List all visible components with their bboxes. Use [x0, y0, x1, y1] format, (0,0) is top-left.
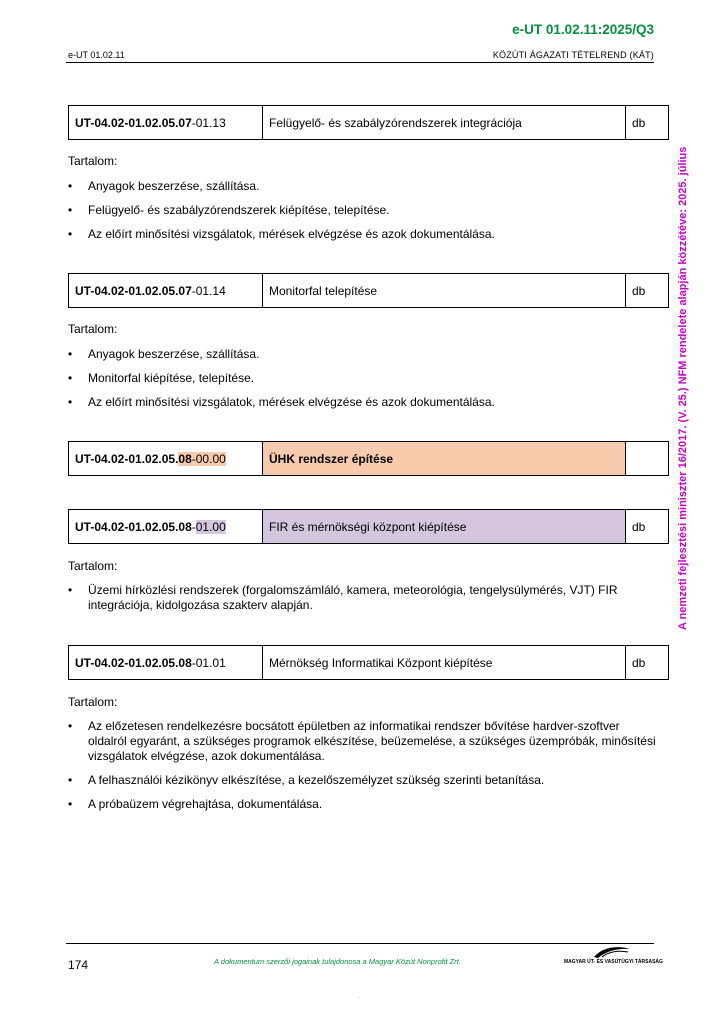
header-divider	[66, 62, 654, 63]
header-right: KÖZÚTI ÁGAZATI TÉTELREND (KÁT)	[492, 50, 654, 60]
item-name: ÜHK rendszer építése	[263, 442, 626, 475]
doc-code: e-UT 01.02.11:2025/Q3	[512, 22, 654, 37]
item-name: FIR és mérnökségi központ kiépítése	[263, 510, 626, 543]
bullet-list	[68, 179, 658, 251]
side-note: A nemzeti fejlesztési miniszter 16/2017. (V. 25.) NFM rendelete alapján közzétéve: 2025. július	[677, 146, 689, 630]
list-item: • Az előírt minősítési vizsgálatok, mérések elvégzése és azok dokumentálása.	[68, 395, 658, 410]
item-name: Mérnökség Informatikai Központ kiépítése	[263, 646, 626, 679]
content-label: Tartalom:	[68, 559, 118, 573]
list-item: • A felhasználói kézikönyv elkészítése, a kezelőszemélyzet szükség szerinti betanítása.	[68, 773, 658, 788]
list-item: • Felügyelő- és szabályzórendszerek kiépítése, telepítése.	[68, 203, 658, 218]
item-name: Felügyelő- és szabályzórendszerek integrációja	[263, 106, 626, 139]
item-unit	[626, 442, 668, 475]
list-item: • Monitorfal kiépítése, telepítése.	[68, 371, 658, 386]
list-item: • Üzemi hírközlési rendszerek (forgalomszámláló, kamera, meteorológia, tengelysúlymérés, VJT) FIR integrációja, kidolgozása szakterv alapján.	[68, 583, 658, 613]
footer-dot: ·	[358, 995, 360, 1001]
footer-divider	[66, 943, 654, 944]
item-unit: db	[632, 283, 646, 298]
item-code: UT-04.02-01.02.05. 08 -00.00	[69, 442, 263, 475]
item-unit: db	[632, 655, 646, 670]
item-unit: db	[632, 519, 646, 534]
bullet-list	[68, 347, 658, 419]
company-logo	[564, 945, 663, 969]
list-item: • Anyagok beszerzése, szállítása.	[68, 347, 658, 362]
content-label: Tartalom:	[68, 322, 118, 336]
bullet-list	[68, 583, 658, 622]
road-swoosh-icon	[592, 945, 632, 959]
item-row	[68, 645, 669, 680]
list-item: • Anyagok beszerzése, szállítása.	[68, 179, 658, 194]
logo-text: MAGYAR ÚT- ÉS VASÚTÜGYI TÁRSASÁG	[564, 959, 663, 965]
item-unit: db	[632, 115, 646, 130]
content-label: Tartalom:	[68, 154, 118, 168]
item-code: UT-04.02-01.02.05.07 -01.13	[69, 106, 263, 139]
item-row	[68, 273, 669, 308]
item-row	[68, 105, 669, 140]
content-label: Tartalom:	[68, 695, 118, 709]
list-item: • Az előzetesen rendelkezésre bocsátott épületben az informatikai rendszer bővítése hardver-szoftver oldalról egyaránt, a szükséges programok elkészítése, beüzemelése, a szükséges üzempróbák, minősítési vizsgálatok elvégzése, azok dokumentálása.	[68, 719, 658, 764]
header-left: e-UT 01.02.11	[68, 50, 125, 60]
item-code: UT-04.02-01.02.05.08 -01.01	[69, 646, 263, 679]
bullet-list	[68, 719, 658, 821]
item-code: UT-04.02-01.02.05.08 - 01.00	[69, 510, 263, 543]
item-name: Monitorfal telepítése	[263, 274, 626, 307]
item-row	[68, 441, 669, 476]
item-row	[68, 509, 669, 544]
item-code: UT-04.02-01.02.05.07 -01.14	[69, 274, 263, 307]
page-number: 174	[68, 958, 89, 972]
list-item: • A próbaüzem végrehajtása, dokumentálása.	[68, 797, 658, 812]
list-item: • Az előírt minősítési vizsgálatok, mérések elvégzése és azok dokumentálása.	[68, 227, 658, 242]
copyright-note: A dokumentum szerzői jogainak tulajdonosa a Magyar Közút Nonprofit Zrt.	[214, 957, 461, 966]
